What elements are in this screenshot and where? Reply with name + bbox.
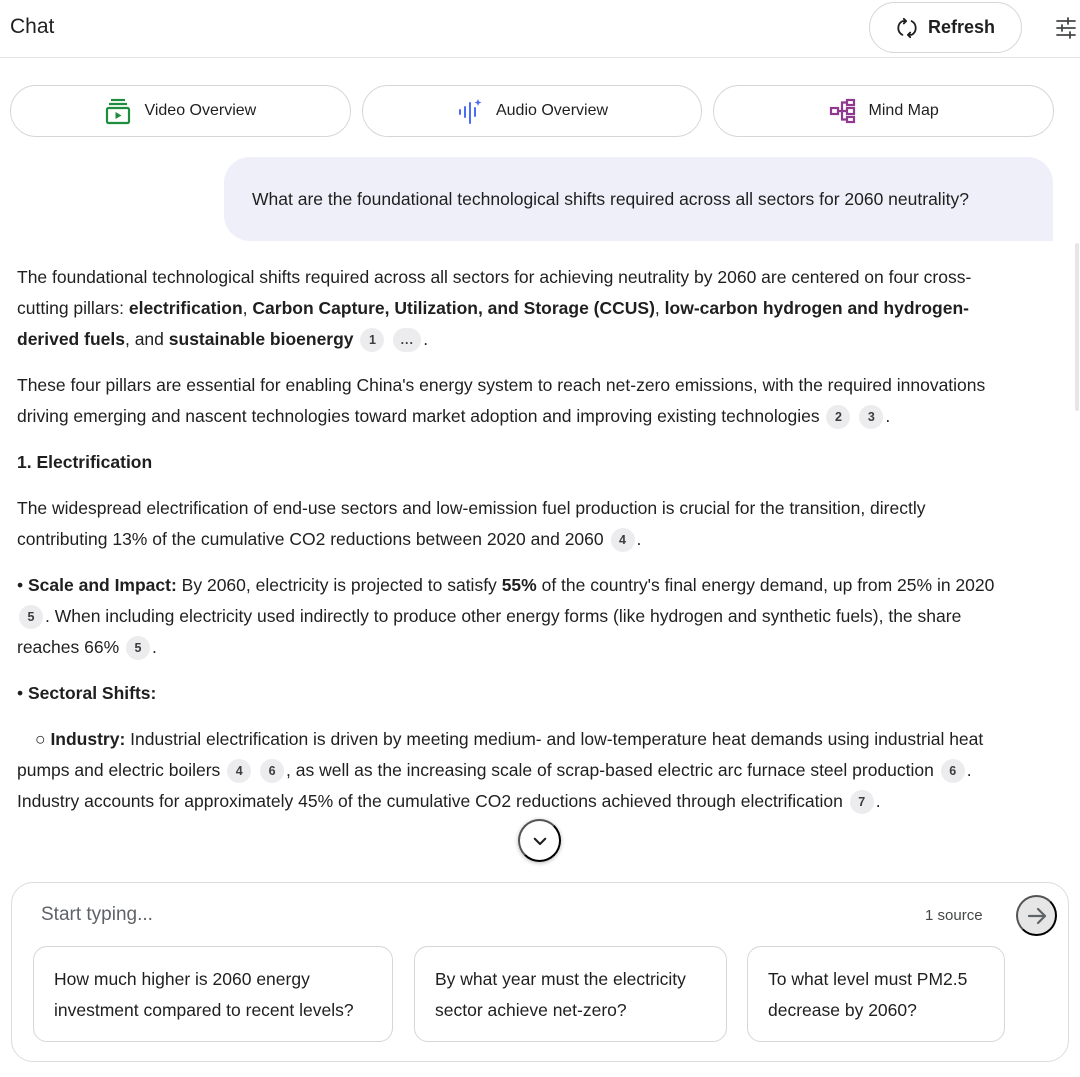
studio-overview-row [10, 85, 1054, 137]
suggested-question[interactable]: How much higher is 2060 energy investment compared to recent levels? [33, 946, 393, 1042]
answer-sub-bullet [17, 724, 1017, 817]
section-heading [17, 447, 1017, 478]
chevron-down-icon [531, 832, 549, 850]
citation-chip[interactable]: 1 [360, 328, 384, 352]
assistant-response [17, 262, 1017, 832]
video-icon [104, 97, 132, 125]
answer-text: , and [124, 329, 169, 349]
answer-bold-text: Scale and Impact: [28, 575, 177, 595]
citation-chip[interactable]: 5 [126, 636, 150, 660]
answer-bold-text: electrification [128, 298, 243, 318]
answer-bold-text: low-carbon hydrogen and hydrogen-derived fuels [17, 298, 969, 349]
answer-text: By 2060, electricity is projected to satisfy [176, 575, 502, 595]
answer-text: . [636, 529, 642, 549]
scroll-to-bottom-button[interactable] [518, 819, 561, 862]
arrow-right-icon [1025, 904, 1049, 928]
answer-paragraph [17, 493, 1017, 555]
answer-text: . [423, 329, 429, 349]
answer-text: , [242, 298, 253, 318]
citation-chip[interactable]: 6 [260, 759, 284, 783]
answer-text: . [875, 791, 881, 811]
bullet-marker: • [17, 575, 28, 595]
citation-chip[interactable]: 2 [826, 405, 850, 429]
answer-text: Industrial electrification is driven by meeting medium- and low-temperature heat demands using industrial heat pumps and electric boilers [17, 729, 984, 780]
refresh-label: Refresh [927, 17, 996, 37]
answer-text: , as well as the increasing scale of scrap-based electric arc furnace steel production [286, 760, 934, 780]
answer-text: The widespread electrification of end-use sectors and low-emission fuel production is crucial for the transition, directly contributing 13% of the cumulative CO2 reductions between 2020 and 2060 [17, 498, 926, 549]
citation-chip[interactable]: 7 [850, 790, 874, 814]
source-count-label: 1 source [925, 907, 983, 924]
audio-waveform-icon [456, 97, 484, 125]
video-overview-button[interactable] [10, 85, 351, 137]
citation-chip[interactable]: 5 [19, 605, 43, 629]
answer-paragraph [17, 370, 1017, 432]
user-message-text: What are the foundational technological shifts required across all sectors for 2060 neutrality? [252, 188, 969, 209]
audio-overview-button[interactable] [362, 85, 703, 137]
panel-title: Chat [10, 15, 55, 38]
refresh-button[interactable] [869, 2, 1022, 53]
tune-icon [1054, 16, 1078, 40]
answer-bold-text: sustainable bioenergy [168, 329, 354, 349]
chat-input[interactable] [41, 901, 901, 929]
chat-composer [11, 882, 1069, 1062]
refresh-icon [896, 17, 918, 39]
chat-header [0, 0, 1080, 58]
citation-chip[interactable]: 6 [941, 759, 965, 783]
answer-text: . When including electricity used indirectly to produce other energy forms (like hydrogen and synthetic fuels), the share reaches 66% [17, 606, 962, 657]
answer-bold-text: Industry: [50, 729, 126, 749]
settings-tune-button[interactable] [1052, 14, 1080, 42]
citation-chip[interactable]: 4 [227, 759, 251, 783]
answer-text: of the country's final energy demand, up from 25% in 2020 [536, 575, 995, 595]
answer-bold-text: Carbon Capture, Utilization, and Storage (CCUS) [252, 298, 655, 318]
user-message-bubble [224, 157, 1053, 241]
suggested-question[interactable]: By what year must the electricity sector achieve net-zero? [414, 946, 727, 1042]
answer-bullet [17, 678, 1017, 709]
mind-map-label: Mind Map [868, 102, 939, 119]
answer-bold-text: Sectoral Shifts: [28, 683, 157, 703]
citation-more-chip[interactable]: ... [393, 328, 421, 352]
audio-overview-label: Audio Overview [495, 102, 609, 119]
citation-chip[interactable]: 4 [611, 528, 635, 552]
answer-text: The foundational technological shifts required across all sectors for achieving neutrality by 2060 are centered on four cross-cutting pillars: [17, 267, 972, 318]
sub-bullet-marker: ○ [35, 729, 51, 749]
scrollbar[interactable] [1075, 243, 1079, 411]
bullet-marker: • [17, 683, 28, 703]
send-button[interactable] [1016, 895, 1057, 936]
answer-text: . Industry accounts for approximately 45% of the cumulative CO2 reductions achieved through electrification [17, 760, 972, 811]
suggested-question[interactable]: To what level must PM2.5 decrease by 2060? [747, 946, 1005, 1042]
section-heading-text: 1. Electrification [17, 452, 153, 472]
answer-bold-text: 55% [501, 575, 537, 595]
answer-text: These four pillars are essential for enabling China's energy system to reach net-zero emissions, with the required innovations driving emerging and nascent technologies toward market adoption and improving existing technologies [17, 375, 986, 426]
video-overview-label: Video Overview [144, 102, 257, 119]
mind-map-icon [829, 97, 857, 125]
answer-text: , [654, 298, 665, 318]
answer-text: . [152, 637, 157, 657]
answer-paragraph [17, 262, 1017, 355]
mind-map-button[interactable] [713, 85, 1054, 137]
citation-chip[interactable]: 3 [859, 405, 883, 429]
answer-bullet [17, 570, 1017, 663]
answer-text: . [885, 406, 891, 426]
